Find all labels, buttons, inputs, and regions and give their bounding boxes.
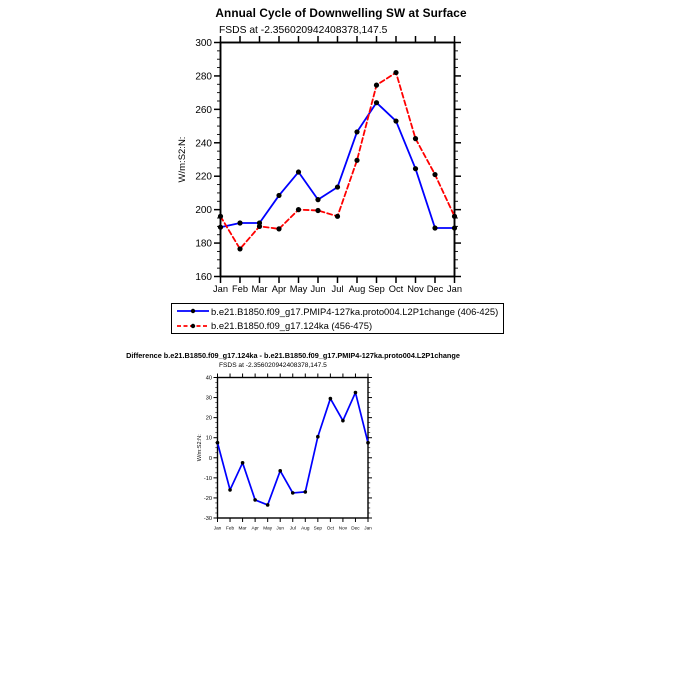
data-point-marker — [432, 172, 437, 177]
x-tick-label: Jul — [331, 284, 344, 294]
y-tick-label: -30 — [203, 516, 212, 522]
y-tick-label: 30 — [205, 395, 212, 402]
legend-label-1: b.e21.B1850.f09_g17.124ka (456-475) — [211, 320, 373, 332]
x-tick-label: Sep — [313, 525, 323, 531]
data-point-marker — [354, 129, 359, 134]
plot-border — [218, 378, 369, 519]
series-line-0 — [221, 103, 455, 228]
x-tick-label: Dec — [426, 284, 444, 294]
axis-labels — [204, 376, 372, 531]
x-tick-label: Jun — [310, 284, 326, 294]
x-tick-label: Aug — [301, 525, 310, 531]
difference-chart-subtitle: FSDS at -2.356020942408378,147.5 — [219, 361, 327, 369]
data-point-marker — [432, 225, 437, 230]
y-axis-label: W/m:S2:N: — [197, 434, 203, 462]
y-tick-label: -20 — [203, 495, 212, 502]
y-tick-label: 240 — [195, 138, 212, 150]
data-point-marker — [341, 419, 345, 423]
data-point-marker — [216, 441, 220, 445]
data-point-marker — [366, 441, 370, 445]
x-tick-label: Oct — [388, 284, 404, 294]
x-tick-label: Nov — [407, 284, 424, 294]
series-markers-0 — [216, 391, 370, 507]
y-tick-label: 220 — [195, 171, 212, 183]
legend-item-1 — [172, 319, 503, 333]
data-point-marker — [315, 208, 320, 213]
series-line-0 — [218, 393, 369, 505]
x-tick-label: Jul — [289, 525, 296, 531]
y-axis-label: W/m:S2:N: — [177, 136, 188, 183]
data-point-marker — [228, 488, 232, 492]
legend-line-swatch-blue — [176, 305, 210, 317]
y-tick-label: 10 — [205, 435, 212, 442]
x-tick-label: Mar — [238, 525, 247, 531]
data-point-marker — [335, 214, 340, 219]
x-tick-label: Mar — [251, 284, 268, 294]
y-tick-label: 40 — [205, 375, 212, 382]
data-point-marker — [335, 184, 340, 189]
data-point-marker — [241, 461, 245, 465]
axis-ticks — [214, 374, 373, 523]
x-tick-label: May — [263, 525, 273, 531]
legend-item-0 — [172, 304, 503, 318]
data-point-marker — [354, 158, 359, 163]
data-point-marker — [413, 136, 418, 141]
data-point-marker — [276, 193, 281, 198]
y-tick-label: 20 — [205, 415, 212, 422]
x-tick-label: Apr — [271, 284, 287, 294]
x-tick-label: Oct — [326, 525, 335, 531]
legend-sample-marker-1 — [191, 324, 195, 328]
data-point-marker — [452, 225, 457, 230]
y-tick-label: 260 — [195, 104, 212, 116]
main-subtitle: FSDS at -2.356020942408378,147.5 — [219, 25, 388, 36]
data-point-marker — [354, 391, 358, 395]
x-tick-label: Jun — [276, 525, 284, 531]
data-point-marker — [218, 225, 223, 230]
y-tick-label: 0 — [208, 455, 212, 462]
data-point-marker — [237, 246, 242, 251]
x-tick-label: Feb — [226, 525, 235, 531]
data-point-marker — [374, 100, 379, 105]
data-point-marker — [278, 469, 282, 473]
data-point-marker — [303, 490, 307, 494]
data-point-marker — [276, 226, 281, 231]
main-title: Annual Cycle of Downwelling SW at Surface — [215, 6, 467, 20]
x-tick-label: Sep — [368, 284, 385, 294]
x-tick-label: Nov — [338, 525, 348, 531]
axis-ticks — [214, 36, 461, 283]
x-tick-label: Aug — [348, 284, 366, 294]
data-point-marker — [296, 169, 301, 174]
data-point-marker — [266, 503, 270, 507]
data-point-marker — [413, 166, 418, 171]
legend-sample-marker-0 — [191, 309, 195, 313]
y-tick-label: 180 — [195, 238, 212, 250]
chart-0 — [177, 36, 462, 294]
data-point-marker — [452, 214, 457, 219]
data-point-marker — [291, 491, 295, 495]
x-tick-label: Dec — [351, 525, 360, 531]
data-point-marker — [237, 220, 242, 225]
difference-chart-title: Difference b.e21.B1850.f09_g17.124ka - b.e21.B1850.f09_g17.PMIP4-127ka.proto004.L2P1change — [126, 351, 460, 360]
data-point-marker — [315, 197, 320, 202]
data-point-marker — [316, 435, 320, 439]
y-tick-label: -10 — [203, 475, 212, 482]
data-point-marker — [329, 397, 333, 401]
legend-line-swatch-red — [176, 320, 210, 332]
series-markers-1 — [218, 70, 457, 252]
y-tick-label: 200 — [195, 205, 212, 217]
y-tick-label: 300 — [195, 38, 212, 49]
x-tick-label: Apr — [251, 525, 259, 531]
data-point-marker — [393, 118, 398, 123]
data-point-marker — [393, 70, 398, 75]
data-point-marker — [218, 214, 223, 219]
x-tick-label: Jan — [213, 525, 222, 531]
data-point-marker — [253, 498, 257, 502]
legend-label-0: b.e21.B1850.f09_g17.PMIP4-127ka.proto004.L2P1change (406-425) — [211, 305, 499, 317]
legend — [171, 303, 504, 334]
plot-border — [221, 43, 455, 277]
x-tick-label: May — [289, 284, 308, 294]
y-tick-label: 160 — [195, 272, 212, 283]
data-point-marker — [374, 83, 379, 88]
y-tick-label: 280 — [195, 71, 212, 83]
chart-1 — [197, 374, 372, 531]
x-tick-label: Feb — [231, 284, 249, 294]
data-point-marker — [296, 207, 301, 212]
x-tick-label: Jan — [447, 284, 462, 294]
series-markers-0 — [218, 100, 457, 231]
x-tick-label: Jan — [213, 284, 228, 294]
axis-labels — [195, 38, 462, 294]
data-point-marker — [257, 224, 262, 229]
x-tick-label: Jan — [364, 525, 372, 531]
